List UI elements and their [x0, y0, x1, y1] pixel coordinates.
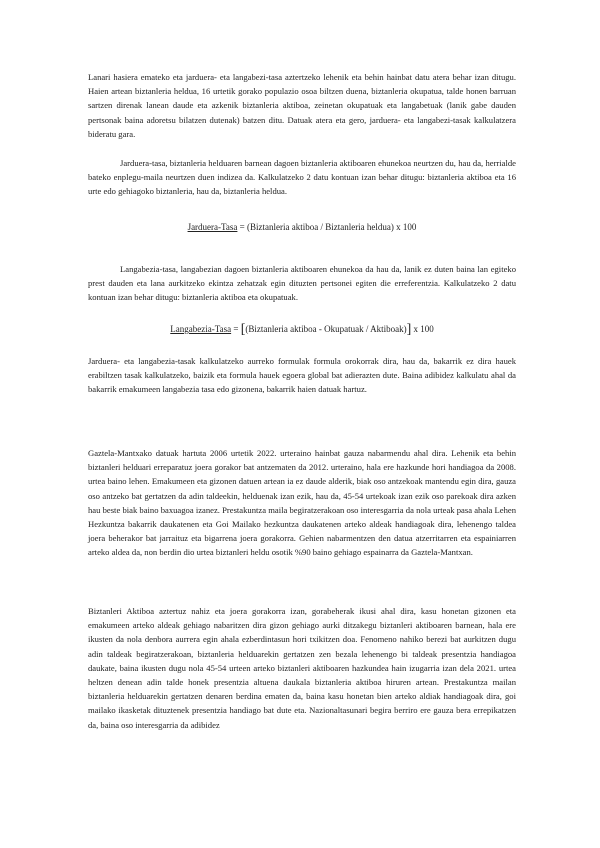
unemployment-rate-term: Langabezia-Tasa [170, 324, 232, 334]
unemployment-rate-formula [88, 322, 516, 338]
intro-paragraph: Lanari hasiera emateko eta jarduera- eta langabezi-tasa aztertzeko lehenik eta behin hainbat datu atera behar izan ditugu. Haien artean biztanleria heldua, 16 urtetik gorako populazio osoa biltzen duena, biztanleria okupatua, talde honen barruan sartzen direnak lanean daude eta azkenik biztanleria aktiboa, zeinetan okupatuak eta langabetuak (lanik gabe dauden pertsonak baina adoretsu bilatzen dutenak) batzen ditu. Datuak atera eta gero, jarduera- eta langabezi-tasak kalkulatzera bideratu gara. [88, 72, 516, 139]
equals-sign: = [231, 324, 241, 334]
close-bracket: ] [406, 322, 412, 337]
active-population-paragraph: Biztanleri Aktiboa aztertuz nahiz eta joera gorakorra izan, gorabeherak ikusi ahal dira, kasu honetan gizonen eta emakumeen arteko aldeak gehiago nabaritzen dira gizon gehiago aurki ditzakegu biztanleri aktiboaren barnean, hala ere ikusten da nola denbora aurrera egin ahala ezberdintasun hori txikitzen doa. Fenomeno nahiko berezi bat aurkitzen dugu adin taldeak begiratzerakoan, biztanleria helduarekin gertatzen zen bezala lehenengo bi taldeak presentzia handiagoa daukate, baina ikusten dugu nola 45-54 urteen arteko biztanleri aktiboaren hazkundea hain izugarria izan dela 2021. urtea heltzen denean adin talde honek presentzia altuena daukala biztanleria aktiboa hiruren artean. Prestakuntza mailan biztanleria helduarekin gertatzen denaren berdina ematen da, baina kasu honetan bien arteko aldiak handiagoak dira, goi mailako ikasketak dituztenek presentzia handiago bat dute eta. Nazionaltasunari begira berriro ere gauza bera errepikatzen da, baina oso interesgarria da adibidez [88, 606, 516, 730]
activity-rate-paragraph: Jarduera-tasa, biztanleria helduaren barnean dagoen biztanleria aktiboaren ehunekoa neurtzen du, hau da, herrialde bateko enplegu-maila neurtzen duen indizea da. Kalkulatzeko 2 datu kontuan izan behar ditugu: biztanleria aktiboa eta 16 urte edo gehiagoko biztanleria, hau da, biztanleria heldua. [88, 158, 516, 197]
multiplier: x 100 [411, 324, 434, 334]
open-bracket: [ [240, 322, 246, 337]
activity-rate-expression: = (Biztanleria aktiboa / Biztanleria heldua) x 100 [237, 222, 417, 232]
activity-rate-term: Jarduera-Tasa [187, 222, 238, 232]
unemployment-rate-expression: (Biztanleria aktiboa - Okupatuak / Aktiboak) [245, 324, 407, 334]
formula-notes-paragraph: Jarduera- eta langabezia-tasak kalkulatzeko aurreko formulak formula orokorrak dira, hau da, bakarrik ez dira hauek erabiltzen tasak kalkulatzeko, baizik eta formula hauek egoera global bat adierazten dute. Baina adibidez kalkulatu ahal da bakarrik emakumeen langabezia tasa edo gizonena, bakarrik haien datuak hartuz. [88, 356, 516, 395]
adult-population-paragraph: Gaztela-Mantxako datuak hartuta 2006 urtetik 2022. urteraino hainbat gauza nabarmendu ahal dira. Lehenik eta behin biztanleri helduari erreparatuz joera gorakor bat antzematen da 2012. urteraino, hala ere hazkunde hori handiagoa da 2008. urtea baino lehen. Emakumeen eta gizonen datuen artean ia ez daude alderik, biak oso antzekoak mantendu egin dira, gauza oso antzeko bat gertatzen da adin taldeekin, helduenak izan ezik, hau da, 45-54 urtekoak izan ezik oso parekoak dira azken hau beste biak baino baxuagoa izanez. Prestakuntza maila begiratzerakoan oso interesgarria da nola urteak pasa ahala Lehen Hezkuntza bakarrik daukatenen eta Goi Mailako hezkuntza daukatenen arteko aldeak handiagoak dira, lehenengo taldea joera beherakor bat jarraituz eta bigarrena joera gorakorra. Gehien nabarmentzen den datua atzerritarren eta espainiarren arteko aldea da, non berdin dio urtea biztanleri heldu osotik %90 baino gehiago espainarra da Gaztela-Mantxan. [88, 448, 516, 558]
unemployment-rate-paragraph: Langabezia-tasa, langabezian dagoen biztanleria aktiboaren ehunekoa da hau da, lanik ez duten baina lan egiteko prest dauden eta lana aurkitzeko ekintza zehatzak egin dituzten pertsonei egiten die erreferentzia. Kalkulatzeko 2 datu kontuan izan behar ditugu: biztanleria aktiboa eta okupatuak. [88, 264, 516, 303]
activity-rate-formula [88, 222, 516, 232]
